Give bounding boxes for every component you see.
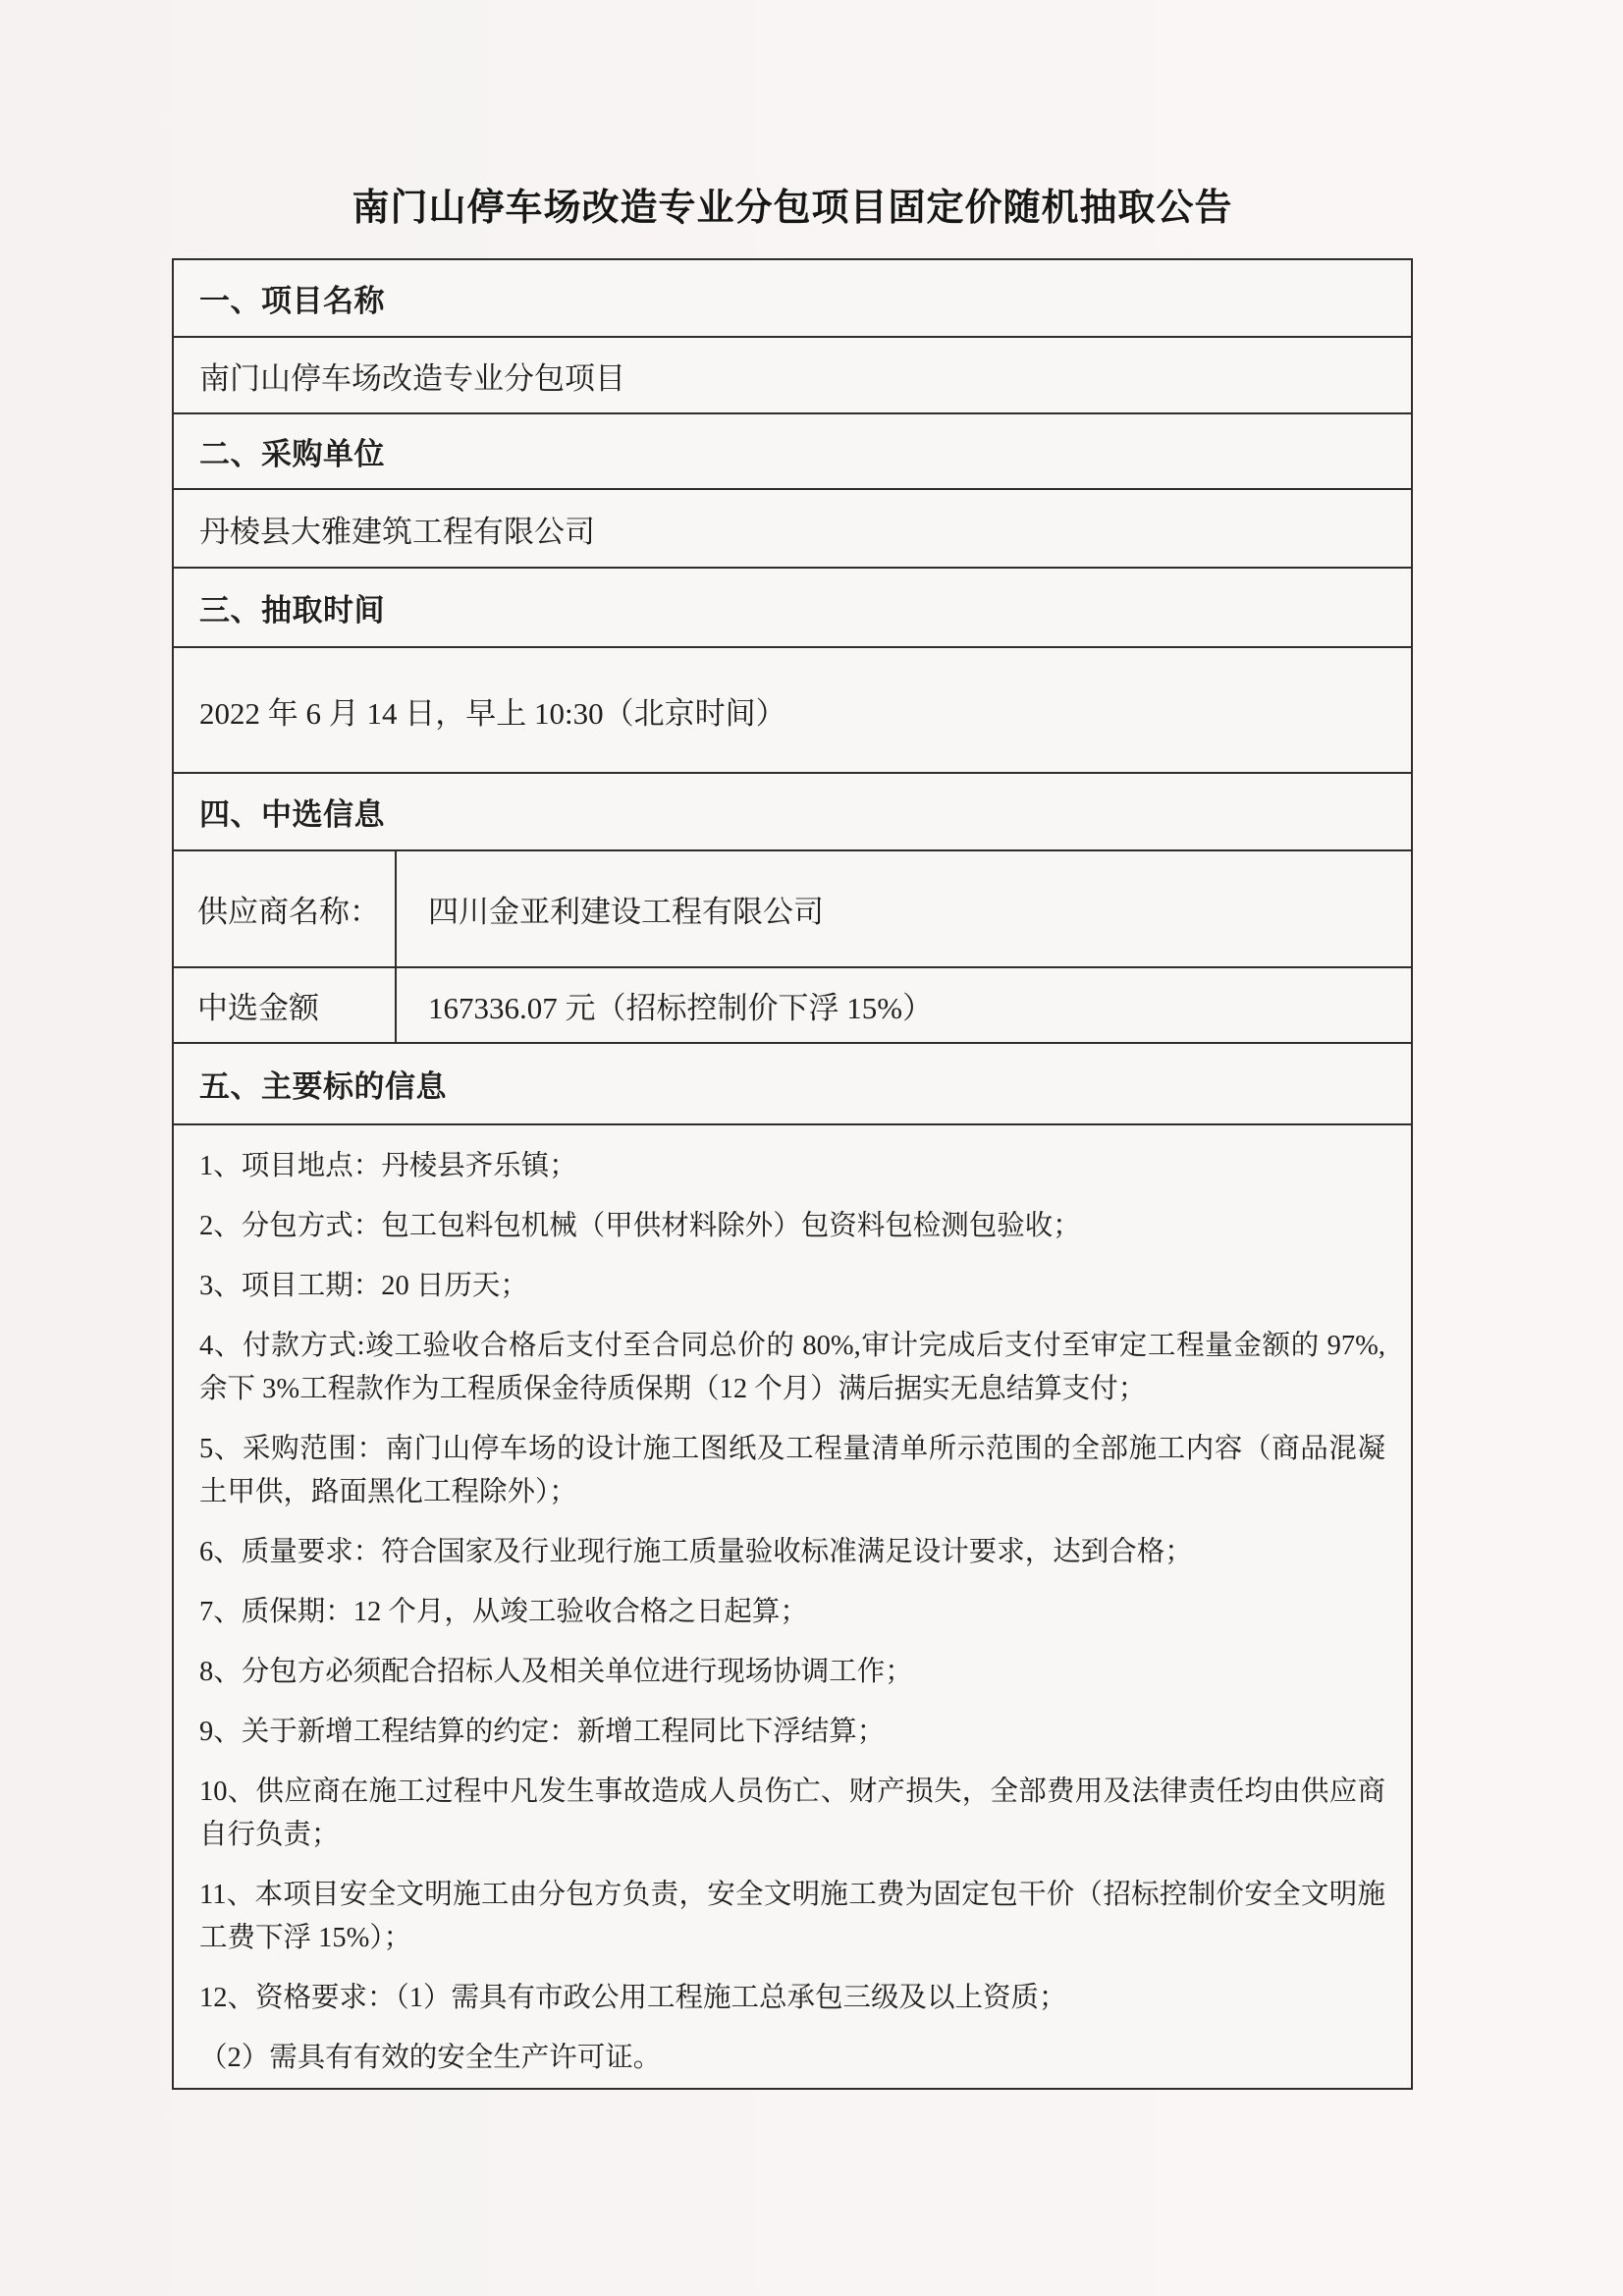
section-2-header: 二、采购单位 — [199, 437, 385, 471]
item-warranty-period: 7、质保期：12 个月，从竣工验收合格之日起算； — [199, 1597, 808, 1627]
section-1-header: 一、项目名称 — [199, 284, 385, 318]
amount-row — [174, 966, 1411, 1042]
key-info-list — [174, 1123, 1411, 2088]
announcement-table — [172, 258, 1413, 2090]
purchaser-value: 丹棱县大雅建筑工程有限公司 — [199, 514, 595, 549]
item-duration: 3、项目工期：20 日历天； — [199, 1271, 528, 1301]
item-qualification-2: （2）需具有有效的安全生产许可证。 — [199, 2043, 662, 2073]
draw-time-row — [174, 646, 1411, 772]
section-5-header: 五、主要标的信息 — [199, 1069, 447, 1104]
supplier-row — [174, 849, 1411, 966]
item-subcontract-mode: 2、分包方式：包工包料包机械（甲供材料除外）包资料包检测包验收； — [199, 1211, 1081, 1241]
item-project-location: 1、项目地点：丹棱县齐乐镇； — [199, 1151, 577, 1181]
section-1-header-row — [174, 260, 1411, 336]
item-quality-requirement: 6、质量要求：符合国家及行业现行施工质量验收标准满足设计要求，达到合格； — [199, 1537, 1193, 1567]
section-4-header-row — [174, 772, 1411, 849]
item-qualification-1: 12、资格要求：（1）需具有市政公用工程施工总承包三级及以上资质； — [199, 1983, 1067, 2013]
section-3-header-row — [174, 567, 1411, 646]
item-site-coordination: 8、分包方必须配合招标人及相关单位进行现场协调工作； — [199, 1657, 913, 1687]
supplier-label: 供应商名称： — [174, 851, 397, 966]
draw-time-value: 2022 年 6 月 14 日，早上 10:30（北京时间） — [199, 695, 786, 731]
project-name-value: 南门山停车场改造专业分包项目 — [199, 360, 625, 396]
item-procurement-scope: 5、采购范围：南门山停车场的设计施工图纸及工程量清单所示范围的全部施工内容（商品混凝土甲供，路面黑化工程除外）； — [199, 1434, 1385, 1507]
section-2-header-row — [174, 412, 1411, 488]
section-5-header-row — [174, 1042, 1411, 1123]
item-new-work-settlement: 9、关于新增工程结算的约定：新增工程同比下浮结算； — [199, 1717, 886, 1747]
section-4-header: 四、中选信息 — [199, 797, 385, 832]
project-name-row — [174, 336, 1411, 412]
amount-label: 中选金额 — [174, 968, 397, 1042]
amount-value: 167336.07 元（招标控制价下浮 15%） — [428, 991, 934, 1025]
supplier-value: 四川金亚利建设工程有限公司 — [428, 895, 824, 929]
document-title: 南门山停车场改造专业分包项目固定价随机抽取公告 — [352, 188, 1233, 229]
item-safety-construction: 11、本项目安全文明施工由分包方负责，安全文明施工费为固定包干价（招标控制价安全文明施工费下浮 15%）； — [199, 1880, 1385, 1953]
item-payment-terms: 4、付款方式:竣工验收合格后支付至合同总价的 80%,审计完成后支付至审定工程量金额的 97%,余下 3%工程款作为工程质保金待质保期（12 个月）满后据实无息结算支付； — [199, 1331, 1385, 1404]
item-liability: 10、供应商在施工过程中凡发生事故造成人员伤亡、财产损失，全部费用及法律责任均由供应商自行负责； — [199, 1777, 1385, 1850]
purchaser-row — [174, 488, 1411, 567]
section-3-header: 三、抽取时间 — [199, 593, 385, 628]
